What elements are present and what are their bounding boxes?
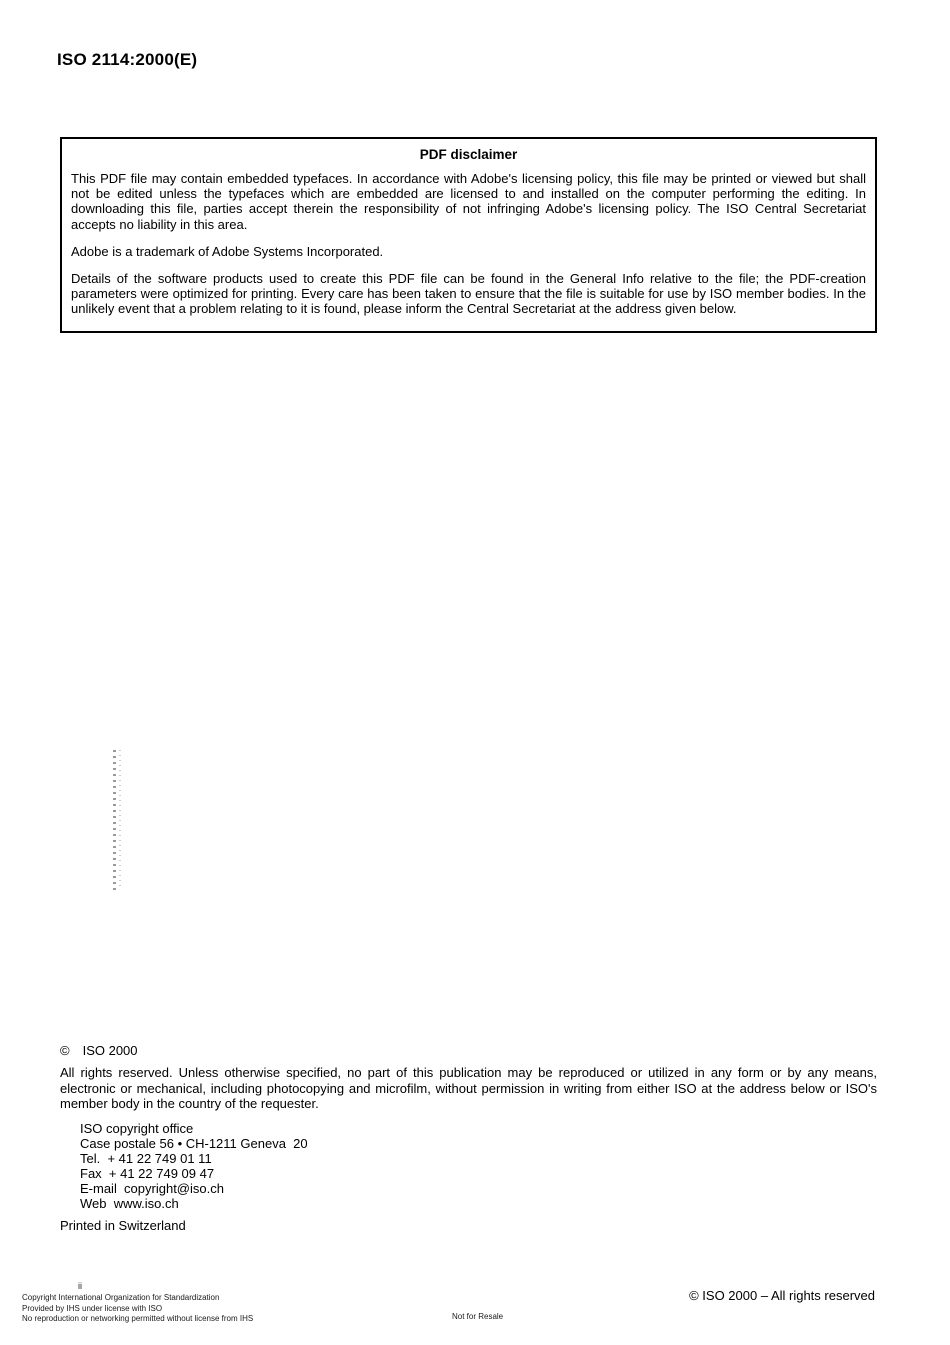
not-for-resale-notice: Not for Resale (452, 1312, 504, 1321)
page-number: ii (78, 1281, 82, 1291)
address-line-email: E-mail copyright@iso.ch (80, 1180, 224, 1196)
footer-rights-notice: © ISO 2000 – All rights reserved (689, 1288, 875, 1303)
address-line-postal: Case postale 56 • CH-1211 Geneva 20 (80, 1135, 308, 1151)
copyright-year: ISO 2000 (82, 1043, 138, 1058)
address-line-tel: Tel. + 41 22 749 01 11 (80, 1150, 212, 1166)
copyright-symbol: © (60, 1043, 70, 1058)
copyright-year-line (60, 1043, 877, 1058)
address-line-office: ISO copyright office (80, 1120, 194, 1136)
copyright-section (60, 1043, 877, 1233)
ihs-footer-line: Provided by IHS under license with ISO (22, 1303, 163, 1313)
ihs-license-footer (22, 1293, 253, 1325)
disclaimer-paragraph: This PDF file may contain embedded typefaces. In accordance with Adobe's licensing policy, this file may be printed or viewed but shall not be edited unless the typefaces which are embedded are licensed to and installed on the computer performing the editing. In downloading this file, parties accept therein the responsibility of not infringing Adobe's licensing policy. The ISO Central Secretariat accepts no liability in this area. (71, 171, 866, 232)
rights-reserved-paragraph: All rights reserved. Unless otherwise specified, no part of this publication may be reproduced or utilized in any form or by any means, electronic or mechanical, including photocopying and microfilm, without permission in writing from either ISO at the address below or ISO's member body in the country of the requester. (60, 1065, 877, 1111)
iso-address-block (80, 1121, 877, 1211)
address-line-fax: Fax + 41 22 749 09 47 (80, 1165, 215, 1181)
document-reference-header: ISO 2114:2000(E) (57, 50, 198, 69)
pdf-disclaimer-box (60, 137, 877, 333)
watermark-column (119, 750, 121, 890)
disclaimer-paragraph: Details of the software products used to create this PDF file can be found in the General Info relative to the file; the PDF-creation parameters were optimized for printing. Every care has been taken to ensure that the file is suitable for use by ISO member bodies. In the unlikely event that a problem relating to it is found, please inform the Central Secretariat at the address given below. (71, 271, 866, 317)
disclaimer-paragraph: Adobe is a trademark of Adobe Systems Incorporated. (71, 243, 384, 259)
disclaimer-title: PDF disclaimer (419, 147, 518, 162)
ihs-footer-line: No reproduction or networking permitted without license from IHS (22, 1314, 254, 1323)
printed-in-line: Printed in Switzerland (60, 1217, 186, 1233)
watermark-column (113, 750, 116, 890)
address-line-web: Web www.iso.ch (80, 1195, 179, 1211)
vertical-microtext-watermark (113, 750, 122, 890)
ihs-footer-line: Copyright International Organization for Standardization (22, 1293, 220, 1302)
